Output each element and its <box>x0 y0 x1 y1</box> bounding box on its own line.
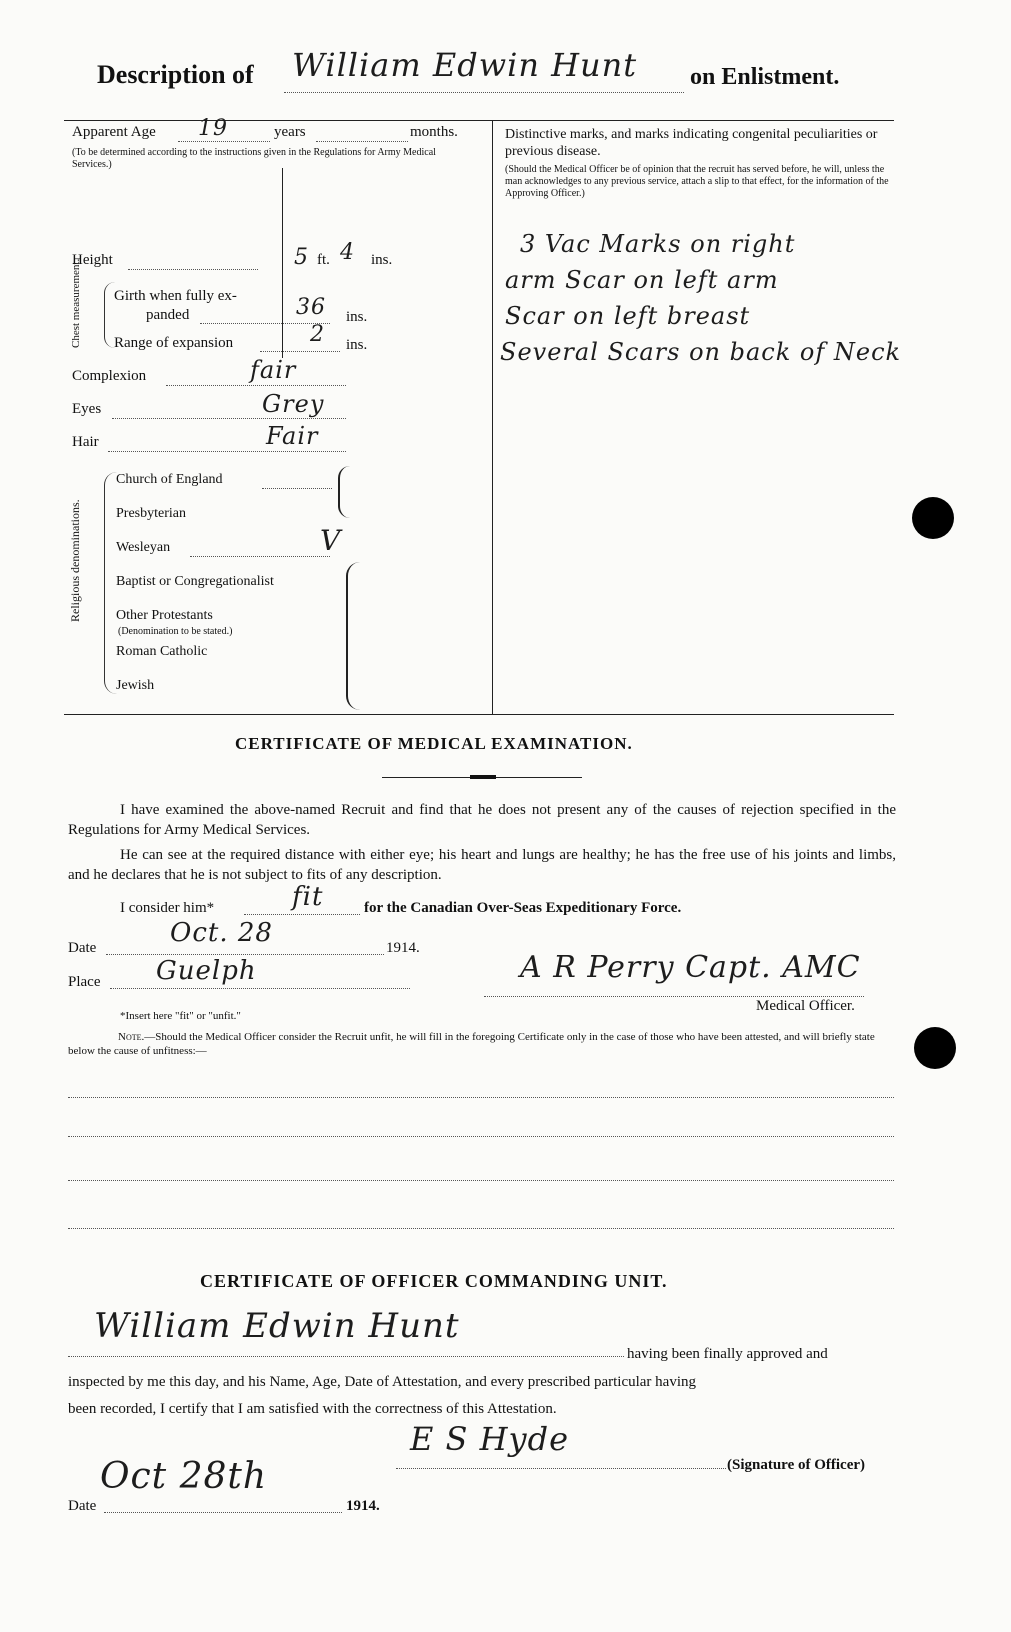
girth-label-2: panded <box>146 307 190 323</box>
eyes-line <box>112 418 346 419</box>
medical-date-year: 1914. <box>386 940 420 956</box>
eyes-label: Eyes <box>72 401 102 417</box>
distinctive-marks-heading: Distinctive marks, and marks indicating congenital peculiarities or previous disease. <box>505 127 878 159</box>
commanding-name-line <box>68 1356 624 1357</box>
religion-church-of-england: Church of England <box>116 472 223 487</box>
commanding-officer-signature: E S Hyde <box>410 1420 570 1458</box>
note-text: —Should the Medical Officer consider the Recruit unfit, he will fill in the foregoing Certificate only in the case of those who have been attested, and will briefly state below the cause of unfitness:— <box>68 1031 875 1057</box>
distinctive-marks-note: (Should the Medical Officer be of opinion that the recruit has served before, he will, unless the man acknowledges to any previous service, attach a slip to that effect, for the information of the Approving Officer.) <box>505 164 889 199</box>
note-label: Note. <box>118 1031 145 1043</box>
chest-vertical-label: Chest measurement. <box>70 258 82 348</box>
unfitness-line-3 <box>68 1180 894 1181</box>
column-divider <box>492 120 493 714</box>
range-line <box>260 351 340 352</box>
commanding-text-3: been recorded, I certify that I am satisfied with the correctness of this Attestation. <box>68 1401 557 1417</box>
religion-line-3 <box>190 556 330 557</box>
ft-label: ft. <box>317 252 330 268</box>
commanding-text-1: having been finally approved and <box>627 1346 828 1362</box>
complexion-label: Complexion <box>72 368 147 384</box>
distinctive-mark-3: Scar on left breast <box>505 302 751 330</box>
unfitness-line-1 <box>68 1097 894 1098</box>
medical-paragraph-1: I have examined the above-named Recruit and find that he does not present any of the causes of rejection specified in the Regulations for Army Medical Services. <box>68 802 896 838</box>
months-label: months. <box>410 124 458 140</box>
range-ins-label: ins. <box>346 337 368 353</box>
handwritten-brace-upper <box>338 466 350 518</box>
place-value: Guelph <box>156 956 257 986</box>
girth-ins-label: ins. <box>346 309 368 325</box>
section-rule <box>64 714 894 715</box>
distinctive-mark-2: arm Scar on left arm <box>505 266 779 294</box>
religion-baptist: Baptist or Congregationalist <box>116 574 274 589</box>
other-protestants-note: (Denomination to be stated.) <box>118 626 233 637</box>
distinctive-mark-1: 3 Vac Marks on right <box>520 230 796 258</box>
wesleyan-check-mark: V <box>320 524 342 557</box>
religion-roman-catholic: Roman Catholic <box>116 644 208 659</box>
religion-wesleyan: Wesleyan <box>116 540 171 555</box>
age-line <box>178 141 270 142</box>
commanding-date-line <box>104 1512 342 1513</box>
header-suffix: on Enlistment. <box>690 64 840 90</box>
hair-line <box>108 451 346 452</box>
consider-label: I consider him* <box>120 900 215 916</box>
medical-title-rule-mark <box>470 775 496 779</box>
religion-line-1 <box>262 488 332 489</box>
unfitness-line-2 <box>68 1136 894 1137</box>
age-value: 19 <box>198 116 228 141</box>
consider-value: fit <box>292 882 324 912</box>
header-name-line <box>284 92 684 93</box>
signature-of-officer-label: (Signature of Officer) <box>727 1457 866 1473</box>
complexion-value: fair <box>250 356 297 384</box>
distinctive-mark-4: Several Scars on back of Neck <box>500 338 902 366</box>
header-recruit-name: William Edwin Hunt <box>292 46 638 84</box>
height-label: Height <box>72 252 113 268</box>
commanding-date-value: Oct 28th <box>100 1456 268 1497</box>
unfitness-line-4 <box>68 1228 894 1229</box>
height-ft-value: 5 <box>294 245 309 270</box>
religion-presbyterian: Presbyterian <box>116 506 186 521</box>
medical-date-label: Date <box>68 940 97 956</box>
commanding-recruit-name: William Edwin Hunt <box>94 1306 460 1346</box>
consider-line <box>244 914 360 915</box>
hair-label: Hair <box>72 434 99 450</box>
medical-officer-label: Medical Officer. <box>756 998 855 1014</box>
years-label: years <box>274 124 306 140</box>
medical-paragraph-2: He can see at the required distance with either eye; his heart and lungs are healthy; he has the free use of his joints and limbs, and he declares that he is not subject to fits of any description. <box>68 847 896 883</box>
medical-date-value: Oct. 28 <box>170 918 273 948</box>
range-value: 2 <box>310 322 325 347</box>
commanding-date-year: 1914. <box>346 1498 380 1514</box>
months-line <box>316 141 408 142</box>
range-label: Range of expansion <box>114 335 234 351</box>
commanding-certificate-title: CERTIFICATE OF OFFICER COMMANDING UNIT. <box>200 1271 668 1291</box>
insert-note: *Insert here "fit" or "unfit." <box>120 1010 241 1022</box>
girth-value: 36 <box>296 295 326 320</box>
age-note: (To be determined according to the instructions given in the Regulations for Army Medical Services.) <box>72 147 436 170</box>
medical-certificate-title: CERTIFICATE OF MEDICAL EXAMINATION. <box>235 734 633 753</box>
handwritten-brace-lower <box>346 562 360 710</box>
age-label: Apparent Age <box>72 124 156 140</box>
place-label: Place <box>68 974 101 990</box>
punch-hole-bottom <box>914 1027 956 1069</box>
commanding-text-2: inspected by me this day, and his Name, Age, Date of Attestation, and every prescribed particular having <box>68 1374 697 1390</box>
medical-date-line <box>106 954 384 955</box>
commanding-signature-line <box>396 1468 726 1469</box>
consider-suffix: for the Canadian Over-Seas Expeditionary Force. <box>364 900 682 916</box>
hair-value: Fair <box>266 422 319 450</box>
punch-hole-top <box>912 497 954 539</box>
commanding-date-label: Date <box>68 1498 97 1514</box>
religion-vertical-label: Religious denominations. <box>68 499 82 622</box>
height-line <box>128 269 258 270</box>
eyes-value: Grey <box>262 390 325 418</box>
height-ins-label: ins. <box>371 252 393 268</box>
measurement-divider <box>282 168 283 358</box>
girth-label-1: Girth when fully ex- <box>114 288 237 304</box>
unfitness-note <box>68 1030 896 1058</box>
complexion-line <box>166 385 346 386</box>
religion-other-protestants: Other Protestants <box>116 608 213 623</box>
religion-jewish: Jewish <box>116 678 155 693</box>
height-in-value: 4 <box>340 240 355 265</box>
top-rule <box>64 120 894 121</box>
medical-officer-signature: A R Perry Capt. AMC <box>520 950 861 985</box>
header-prefix: Description of <box>97 60 254 89</box>
place-line <box>110 988 410 989</box>
